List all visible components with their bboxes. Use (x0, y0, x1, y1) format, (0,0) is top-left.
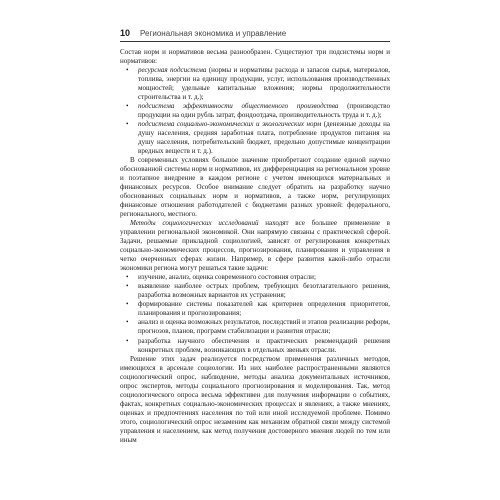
task-text: анализ и оценка возможных результатов, последствий и этапов реализации реформ, прогнозов, планов, программ стабилизации и развития отрасли; (138, 318, 390, 336)
subsystem-term: подсистема социально-экономических и экологических норм (138, 120, 322, 129)
bullet-icon: • (126, 120, 129, 129)
intro-paragraph (120, 48, 390, 66)
task-text: разработка научного обеспечения и практических рекомендаций решения конкретных проблем, возникающих в отдельных звеньях отрасли. (138, 336, 390, 354)
list-item (120, 318, 390, 336)
methods-text: находят все большее применение в управлении региональной экономикой. Они напрямую связаны с практической сферой. Задачи, решаемые прикладной социологией, зависят от регулирования конкретных социально-экономических процессов, прогнозирования, планирования и управления в четко очерченных сферах жизни. Например, в сфере развития какой-либо отрасли экономики региона могут решаться такие задачи: (120, 219, 390, 273)
paragraph (120, 219, 390, 273)
paragraph: В современных условиях большое значение приобретают создание единой научно обоснованной системы норм и нормативов, их дифференциация на региональном уровне и поэтапное внедрение в каждом регионе с учетом имеющихся материальных и финансовых ресурсов. Особое внимание следует обратить на разработку научно обоснованных социальных норм и нормативов, а также норм, регулирующих финансовые отношения работодателей с бюджетами разных уровней: федерального, регионального, местного. (120, 156, 390, 219)
bullet-icon: • (126, 300, 129, 309)
methods-term: Методы социологических исследований (130, 219, 259, 228)
bullet-icon: • (126, 336, 129, 345)
list-item (120, 273, 390, 282)
running-title: Региональная экономика и управление (140, 28, 287, 38)
header-rule (120, 41, 390, 42)
subsystems-list (120, 66, 390, 156)
bullet-icon: • (126, 273, 129, 282)
task-text: изучение, анализ, оценка современного состояния отрасли; (138, 273, 316, 282)
bullet-icon: • (126, 282, 129, 291)
list-item (120, 282, 390, 300)
page-number: 10 (120, 28, 131, 38)
page-header (120, 26, 390, 40)
tasks-list (120, 273, 390, 354)
paragraph: Решение этих задач реализуется посредством применения различных методов, имеющихся в арсенале социологии. Из них наиболее распространенными являются социологический опрос, наблюдение, методы анализа документальных источников, опрос экспертов, методы социального прогнозирования и моделирования. Так, метод социологического опроса весьма эффективен для получения информации о событиях, фактах, конкретных социально-экономических процессах и явлениях, а также мнениях, оценках и предпочтениях населения по той или иной исследуемой проблеме. Помимо этого, социологический опрос незаменим как механизм обратной связи между системой управления и населением, как метод получения достоверного мнения людей по тем или иным (120, 354, 390, 444)
bullet-icon: • (126, 318, 129, 327)
subsystem-text: (денежные доходы на душу населения, средняя заработная плата, потребление продуктов питания на душу населения, потребительский бюджет, предельно допустимые концентрации вредных веществ и т. д.). (138, 120, 390, 156)
bullet-icon: • (126, 66, 129, 75)
task-text: выявление наиболее острых проблем, требующих безотлагательного решения, разработка возможных вариантов их устранения; (138, 282, 390, 300)
subsystem-term: подсистема эффективности общественного производства (138, 102, 339, 111)
subsystem-text: (производство продукции на один рубль затрат, фондоотдача, производительность труда и т. д.); (138, 102, 390, 120)
list-item (120, 66, 390, 102)
list-item (120, 337, 390, 355)
intro-text: Состав норм и нормативов весьма разнообразен. Существуют три подсистемы норм и нормативов: (120, 48, 390, 66)
bullet-icon: • (126, 102, 129, 111)
task-text: формирование системы показателей как критериев определения приоритетов, планирования и прогнозирования; (138, 300, 390, 318)
list-item (120, 120, 390, 156)
subsystem-term: ресурсная подсистема (138, 66, 207, 75)
list-item (120, 300, 390, 318)
subsystem-text: (нормы и нормативы расхода и запасов сырья, материалов, топлива, энергии на единицу продукции, услуг, использования производственных мощностей; удельные капитальные вложения; нормы продолжительности строительства и т. д.); (138, 66, 390, 102)
list-item (120, 102, 390, 120)
body-text (120, 48, 390, 445)
